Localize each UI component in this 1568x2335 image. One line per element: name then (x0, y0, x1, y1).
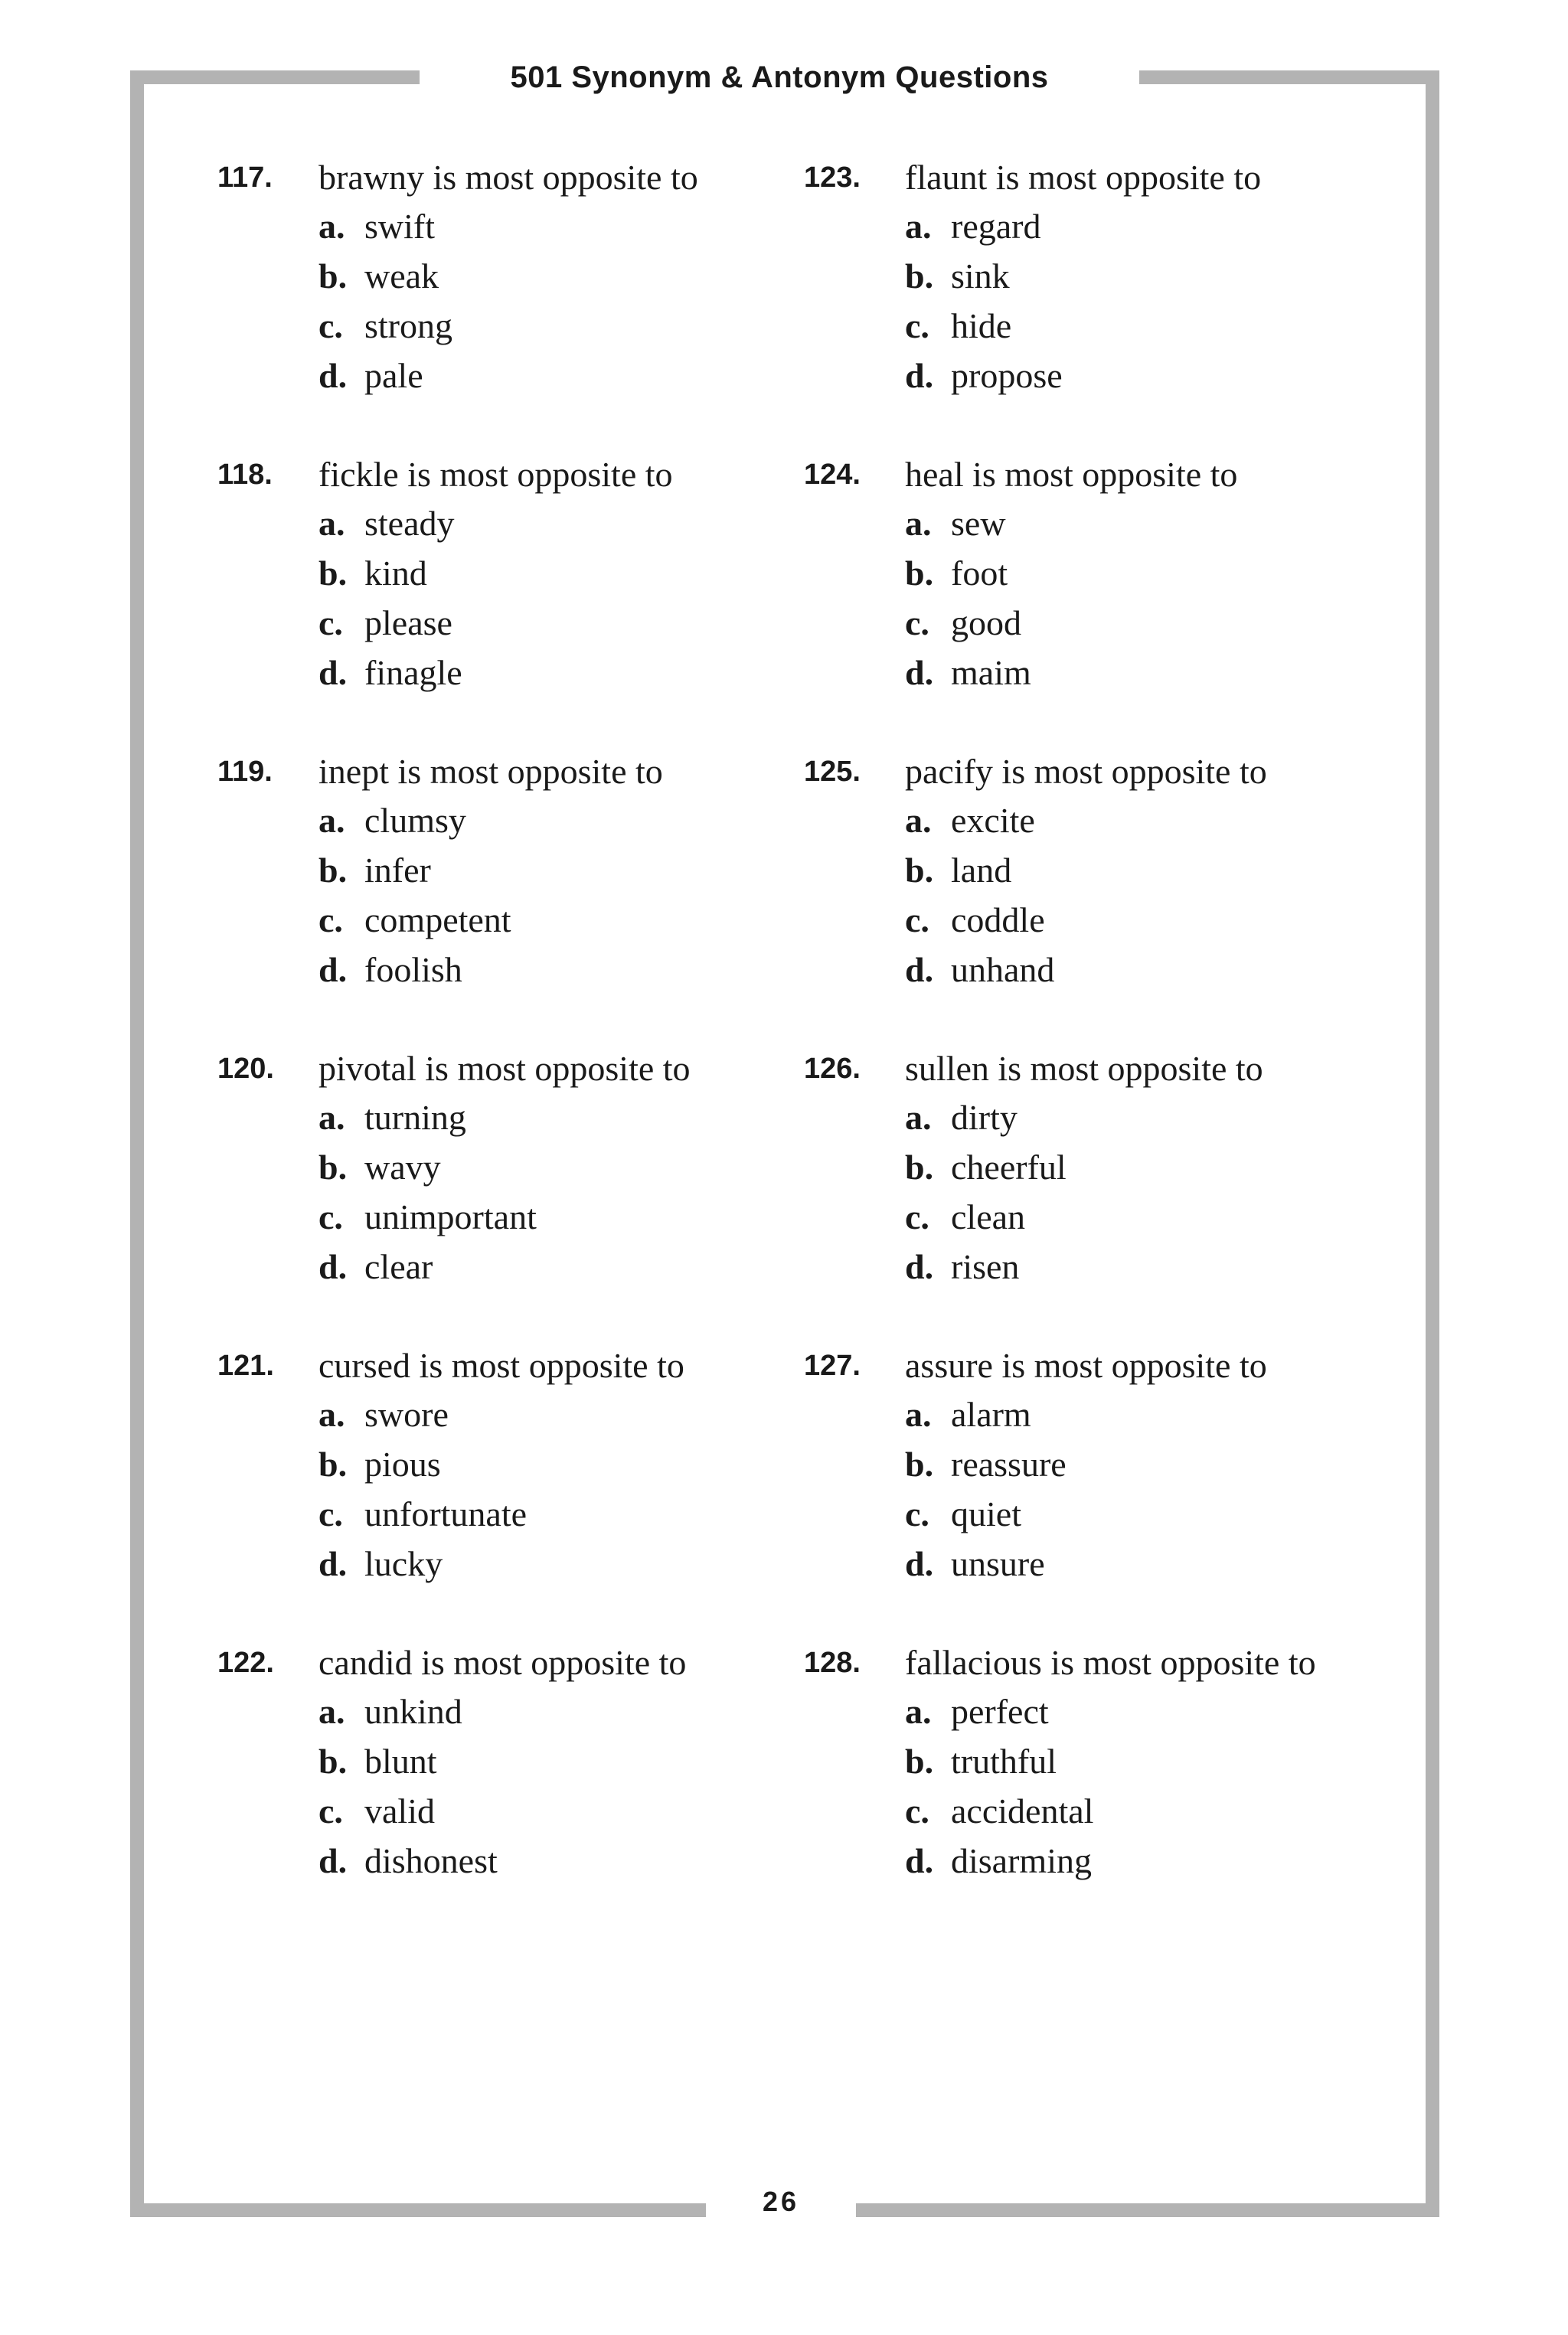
question-item (217, 1341, 784, 1638)
option-text: hide (951, 306, 1012, 345)
option-text: excite (951, 801, 1035, 840)
question-item (804, 450, 1409, 747)
option-text: disarming (951, 1841, 1092, 1880)
question-number: 121. (217, 1350, 274, 1382)
option-text: pious (364, 1445, 441, 1484)
answer-option (318, 1787, 498, 1837)
option-text: land (951, 851, 1012, 890)
question-number: 126. (804, 1053, 861, 1085)
question-prompt: pacify is most opposite to (905, 752, 1267, 791)
option-letter: d. (318, 950, 348, 989)
frame-border-top-right (1139, 70, 1439, 84)
option-text: quiet (951, 1494, 1021, 1533)
question-number: 118. (217, 459, 273, 491)
question-item (804, 1638, 1409, 1935)
answer-options (318, 499, 462, 698)
answer-option (318, 1837, 498, 1886)
option-text: strong (364, 306, 452, 345)
answer-option (318, 302, 452, 351)
answer-option (905, 1787, 1093, 1837)
option-text: valid (364, 1791, 435, 1830)
option-text: competent (364, 900, 511, 939)
option-text: alarm (951, 1395, 1031, 1434)
question-column-right (804, 153, 1409, 1935)
option-text: risen (951, 1247, 1020, 1286)
answer-option (905, 1687, 1093, 1737)
option-letter: c. (318, 1197, 343, 1236)
answer-option (318, 1490, 527, 1540)
answer-option (905, 599, 1031, 648)
option-letter: d. (318, 653, 348, 692)
answer-option (905, 896, 1054, 945)
option-text: blunt (364, 1742, 437, 1781)
answer-option (905, 252, 1063, 302)
option-letter: c. (318, 603, 343, 642)
option-letter: b. (905, 1742, 934, 1781)
answer-options (905, 1687, 1093, 1886)
option-letter: a. (905, 504, 932, 543)
answer-option (905, 1143, 1067, 1193)
question-number: 128. (804, 1647, 861, 1679)
option-letter: d. (905, 356, 934, 395)
option-text: finagle (364, 653, 462, 692)
question-number: 120. (217, 1053, 274, 1085)
option-letter: a. (905, 1692, 932, 1731)
option-text: foot (951, 554, 1008, 593)
option-text: unhand (951, 950, 1055, 989)
answer-options (318, 1093, 537, 1292)
option-text: please (364, 603, 452, 642)
question-prompt: pivotal is most opposite to (318, 1049, 691, 1088)
option-text: truthful (951, 1742, 1057, 1781)
answer-option (318, 1093, 537, 1143)
option-text: clear (364, 1247, 433, 1286)
answer-options (318, 1390, 527, 1589)
option-letter: d. (318, 1544, 348, 1583)
answer-option (905, 351, 1063, 401)
option-letter: c. (318, 900, 343, 939)
option-text: unkind (364, 1692, 462, 1731)
option-letter: c. (905, 1791, 929, 1830)
question-item (217, 1044, 784, 1341)
option-text: swift (364, 207, 435, 246)
answer-options (905, 499, 1031, 698)
question-prompt: candid is most opposite to (318, 1643, 687, 1682)
option-text: lucky (364, 1544, 443, 1583)
option-letter: d. (318, 1247, 348, 1286)
question-prompt: fallacious is most opposite to (905, 1643, 1316, 1682)
answer-option (905, 1837, 1093, 1886)
answer-options (905, 1093, 1067, 1292)
option-text: clean (951, 1197, 1026, 1236)
option-letter: b. (905, 1445, 934, 1484)
option-text: unimportant (364, 1197, 537, 1236)
answer-option (905, 1440, 1067, 1490)
option-text: good (951, 603, 1021, 642)
answer-options (318, 796, 511, 995)
option-letter: a. (318, 1395, 345, 1434)
option-letter: d. (318, 356, 348, 395)
answer-option (905, 549, 1031, 599)
frame-border-bottom-left (130, 2203, 706, 2217)
option-text: sink (951, 256, 1010, 296)
answer-option (318, 252, 452, 302)
option-text: cheerful (951, 1148, 1067, 1187)
question-prompt: fickle is most opposite to (318, 455, 673, 494)
frame-border-top-left (130, 70, 420, 84)
answer-option (905, 202, 1063, 252)
option-letter: c. (318, 306, 343, 345)
option-letter: b. (318, 1148, 348, 1187)
answer-option (905, 945, 1054, 995)
answer-option (318, 1737, 498, 1787)
option-letter: d. (905, 1841, 934, 1880)
option-letter: a. (318, 1692, 345, 1731)
question-prompt: flaunt is most opposite to (905, 158, 1262, 197)
option-text: kind (364, 554, 427, 593)
answer-option (318, 1440, 527, 1490)
answer-option (318, 599, 462, 648)
answer-option (318, 549, 462, 599)
question-item (217, 1638, 784, 1935)
option-text: dirty (951, 1098, 1018, 1137)
answer-option (318, 1193, 537, 1243)
answer-option (318, 202, 452, 252)
option-letter: b. (905, 851, 934, 890)
option-letter: d. (905, 950, 934, 989)
option-text: unfortunate (364, 1494, 528, 1533)
frame-border-right (1426, 70, 1439, 2217)
answer-option (905, 1243, 1067, 1292)
question-item (804, 153, 1409, 450)
question-prompt: sullen is most opposite to (905, 1049, 1263, 1088)
answer-option (905, 1193, 1067, 1243)
option-letter: c. (905, 1494, 929, 1533)
answer-option (318, 1143, 537, 1193)
option-text: steady (364, 504, 455, 543)
option-text: foolish (364, 950, 462, 989)
answer-option (318, 896, 511, 945)
answer-option (318, 1390, 527, 1440)
answer-option (318, 351, 452, 401)
question-number: 119. (217, 756, 273, 788)
question-column-left (217, 153, 784, 1935)
option-text: swore (364, 1395, 449, 1434)
option-text: sew (951, 504, 1006, 543)
answer-option (318, 499, 462, 549)
option-letter: a. (905, 1098, 932, 1137)
question-number: 124. (804, 459, 861, 491)
option-text: pale (364, 356, 423, 395)
question-number: 122. (217, 1647, 274, 1679)
answer-option (318, 945, 511, 995)
answer-option (905, 302, 1063, 351)
question-item (804, 1341, 1409, 1638)
option-text: maim (951, 653, 1031, 692)
answer-options (905, 796, 1054, 995)
option-letter: d. (905, 1544, 934, 1583)
answer-options (905, 202, 1063, 401)
answer-options (905, 1390, 1067, 1589)
option-letter: c. (318, 1494, 343, 1533)
option-text: clumsy (364, 801, 466, 840)
answer-option (905, 1390, 1067, 1440)
question-item (804, 1044, 1409, 1341)
question-prompt: inept is most opposite to (318, 752, 663, 791)
page-header-title: 501 Synonym & Antonym Questions (510, 60, 1049, 94)
option-letter: b. (318, 1742, 348, 1781)
option-letter: c. (905, 900, 929, 939)
answer-option (905, 1093, 1067, 1143)
option-text: wavy (364, 1148, 441, 1187)
option-text: perfect (951, 1692, 1049, 1731)
option-letter: a. (318, 1098, 345, 1137)
answer-option (318, 846, 511, 896)
option-letter: a. (318, 504, 345, 543)
option-text: propose (951, 356, 1063, 395)
option-letter: b. (318, 256, 348, 296)
option-text: weak (364, 256, 439, 296)
question-item (217, 450, 784, 747)
option-letter: d. (905, 1247, 934, 1286)
answer-option (318, 1243, 537, 1292)
option-letter: c. (905, 603, 929, 642)
answer-option (318, 648, 462, 698)
answer-options (318, 202, 452, 401)
question-number: 123. (804, 162, 861, 194)
question-item (217, 153, 784, 450)
answer-option (905, 846, 1054, 896)
answer-option (905, 1490, 1067, 1540)
option-letter: b. (318, 851, 348, 890)
option-letter: a. (905, 801, 932, 840)
option-letter: a. (318, 207, 345, 246)
frame-border-left (130, 70, 144, 2217)
answer-option (905, 499, 1031, 549)
question-prompt: brawny is most opposite to (318, 158, 698, 197)
option-letter: a. (905, 207, 932, 246)
answer-option (905, 648, 1031, 698)
option-letter: b. (905, 1148, 934, 1187)
option-text: regard (951, 207, 1041, 246)
answer-option (905, 796, 1054, 846)
question-prompt: heal is most opposite to (905, 455, 1238, 494)
question-number: 125. (804, 756, 861, 788)
option-letter: d. (318, 1841, 348, 1880)
option-letter: d. (905, 653, 934, 692)
option-letter: a. (905, 1395, 932, 1434)
answer-option (318, 1687, 498, 1737)
question-prompt: assure is most opposite to (905, 1346, 1267, 1385)
option-text: turning (364, 1098, 466, 1137)
question-number: 117. (217, 162, 273, 194)
answer-option (905, 1737, 1093, 1787)
option-letter: b. (318, 1445, 348, 1484)
option-text: unsure (951, 1544, 1045, 1583)
question-item (804, 747, 1409, 1044)
answer-option (318, 796, 511, 846)
option-text: accidental (951, 1791, 1094, 1830)
option-letter: c. (905, 1197, 929, 1236)
answer-option (318, 1540, 527, 1589)
option-letter: c. (905, 306, 929, 345)
option-letter: b. (905, 256, 934, 296)
question-prompt: cursed is most opposite to (318, 1346, 684, 1385)
answer-options (318, 1687, 498, 1886)
option-letter: c. (318, 1791, 343, 1830)
frame-border-bottom-right (856, 2203, 1439, 2217)
option-text: reassure (951, 1445, 1067, 1484)
page-number: 26 (762, 2186, 800, 2217)
option-letter: a. (318, 801, 345, 840)
option-text: dishonest (364, 1841, 498, 1880)
question-number: 127. (804, 1350, 861, 1382)
option-letter: b. (318, 554, 348, 593)
answer-option (905, 1540, 1067, 1589)
question-item (217, 747, 784, 1044)
option-letter: b. (905, 554, 934, 593)
option-text: infer (364, 851, 431, 890)
option-text: coddle (951, 900, 1045, 939)
